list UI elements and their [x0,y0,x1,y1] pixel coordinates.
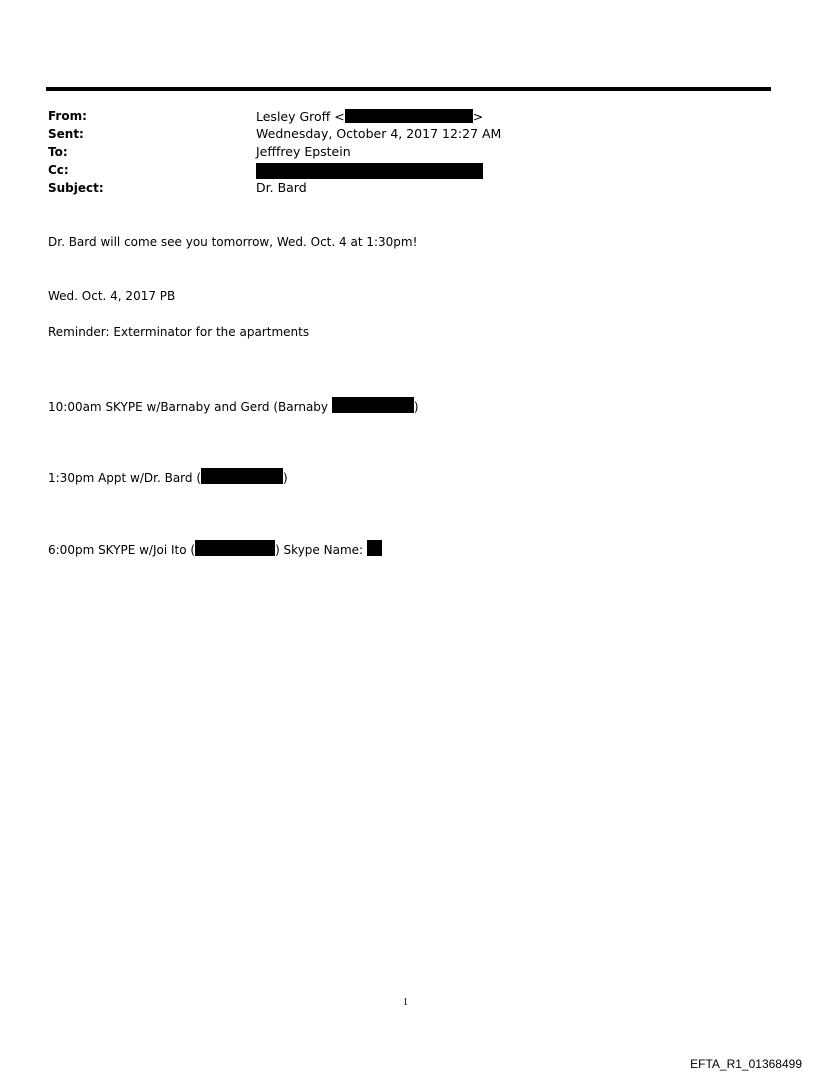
sent-label: Sent: [48,127,84,141]
redaction-bard [201,468,283,484]
from-close: > [472,109,484,124]
bates-number: EFTA_R1_01368499 [690,1057,802,1071]
skype-joi-mid: ) Skype Name: [275,543,367,557]
body-line-appt-bard [48,468,288,485]
redaction-cc [256,163,483,179]
page-number: 1 [403,997,408,1008]
body-line-reminder: Reminder: Exterminator for the apartments [48,325,310,339]
body-line-skype-barnaby [48,397,419,414]
body-line-date: Wed. Oct. 4, 2017 PB [48,289,176,303]
cc-label: Cc: [48,163,69,177]
body-line-appointment: Dr. Bard will come see you tomorrow, Wed. Oct. 4 at 1:30pm! [48,235,418,249]
skype-joi-text: 6:00pm SKYPE w/Joi Ito ( [48,543,196,557]
to-label: To: [48,145,68,159]
skype-barnaby-text: 10:00am SKYPE w/Barnaby and Gerd (Barnaby [48,400,332,414]
sent-value: Wednesday, October 4, 2017 12:27 AM [256,126,502,141]
from-label: From: [48,109,87,123]
subject-value: Dr. Bard [256,180,307,195]
body-line-skype-joi [48,540,382,557]
appt-bard-text: 1:30pm Appt w/Dr. Bard ( [48,471,202,485]
redaction-joi [195,540,275,556]
from-value [256,109,483,124]
from-name: Lesley Groff < [256,109,345,124]
header-rule [46,87,771,91]
skype-barnaby-close: ) [413,400,419,414]
redaction-barnaby [332,397,414,413]
to-value: Jefffrey Epstein [256,144,351,159]
redaction-skype-name [367,540,382,556]
cc-value [256,163,483,180]
subject-label: Subject: [48,181,104,195]
appt-bard-close: ) [283,471,288,485]
redaction-from-email [345,109,473,123]
